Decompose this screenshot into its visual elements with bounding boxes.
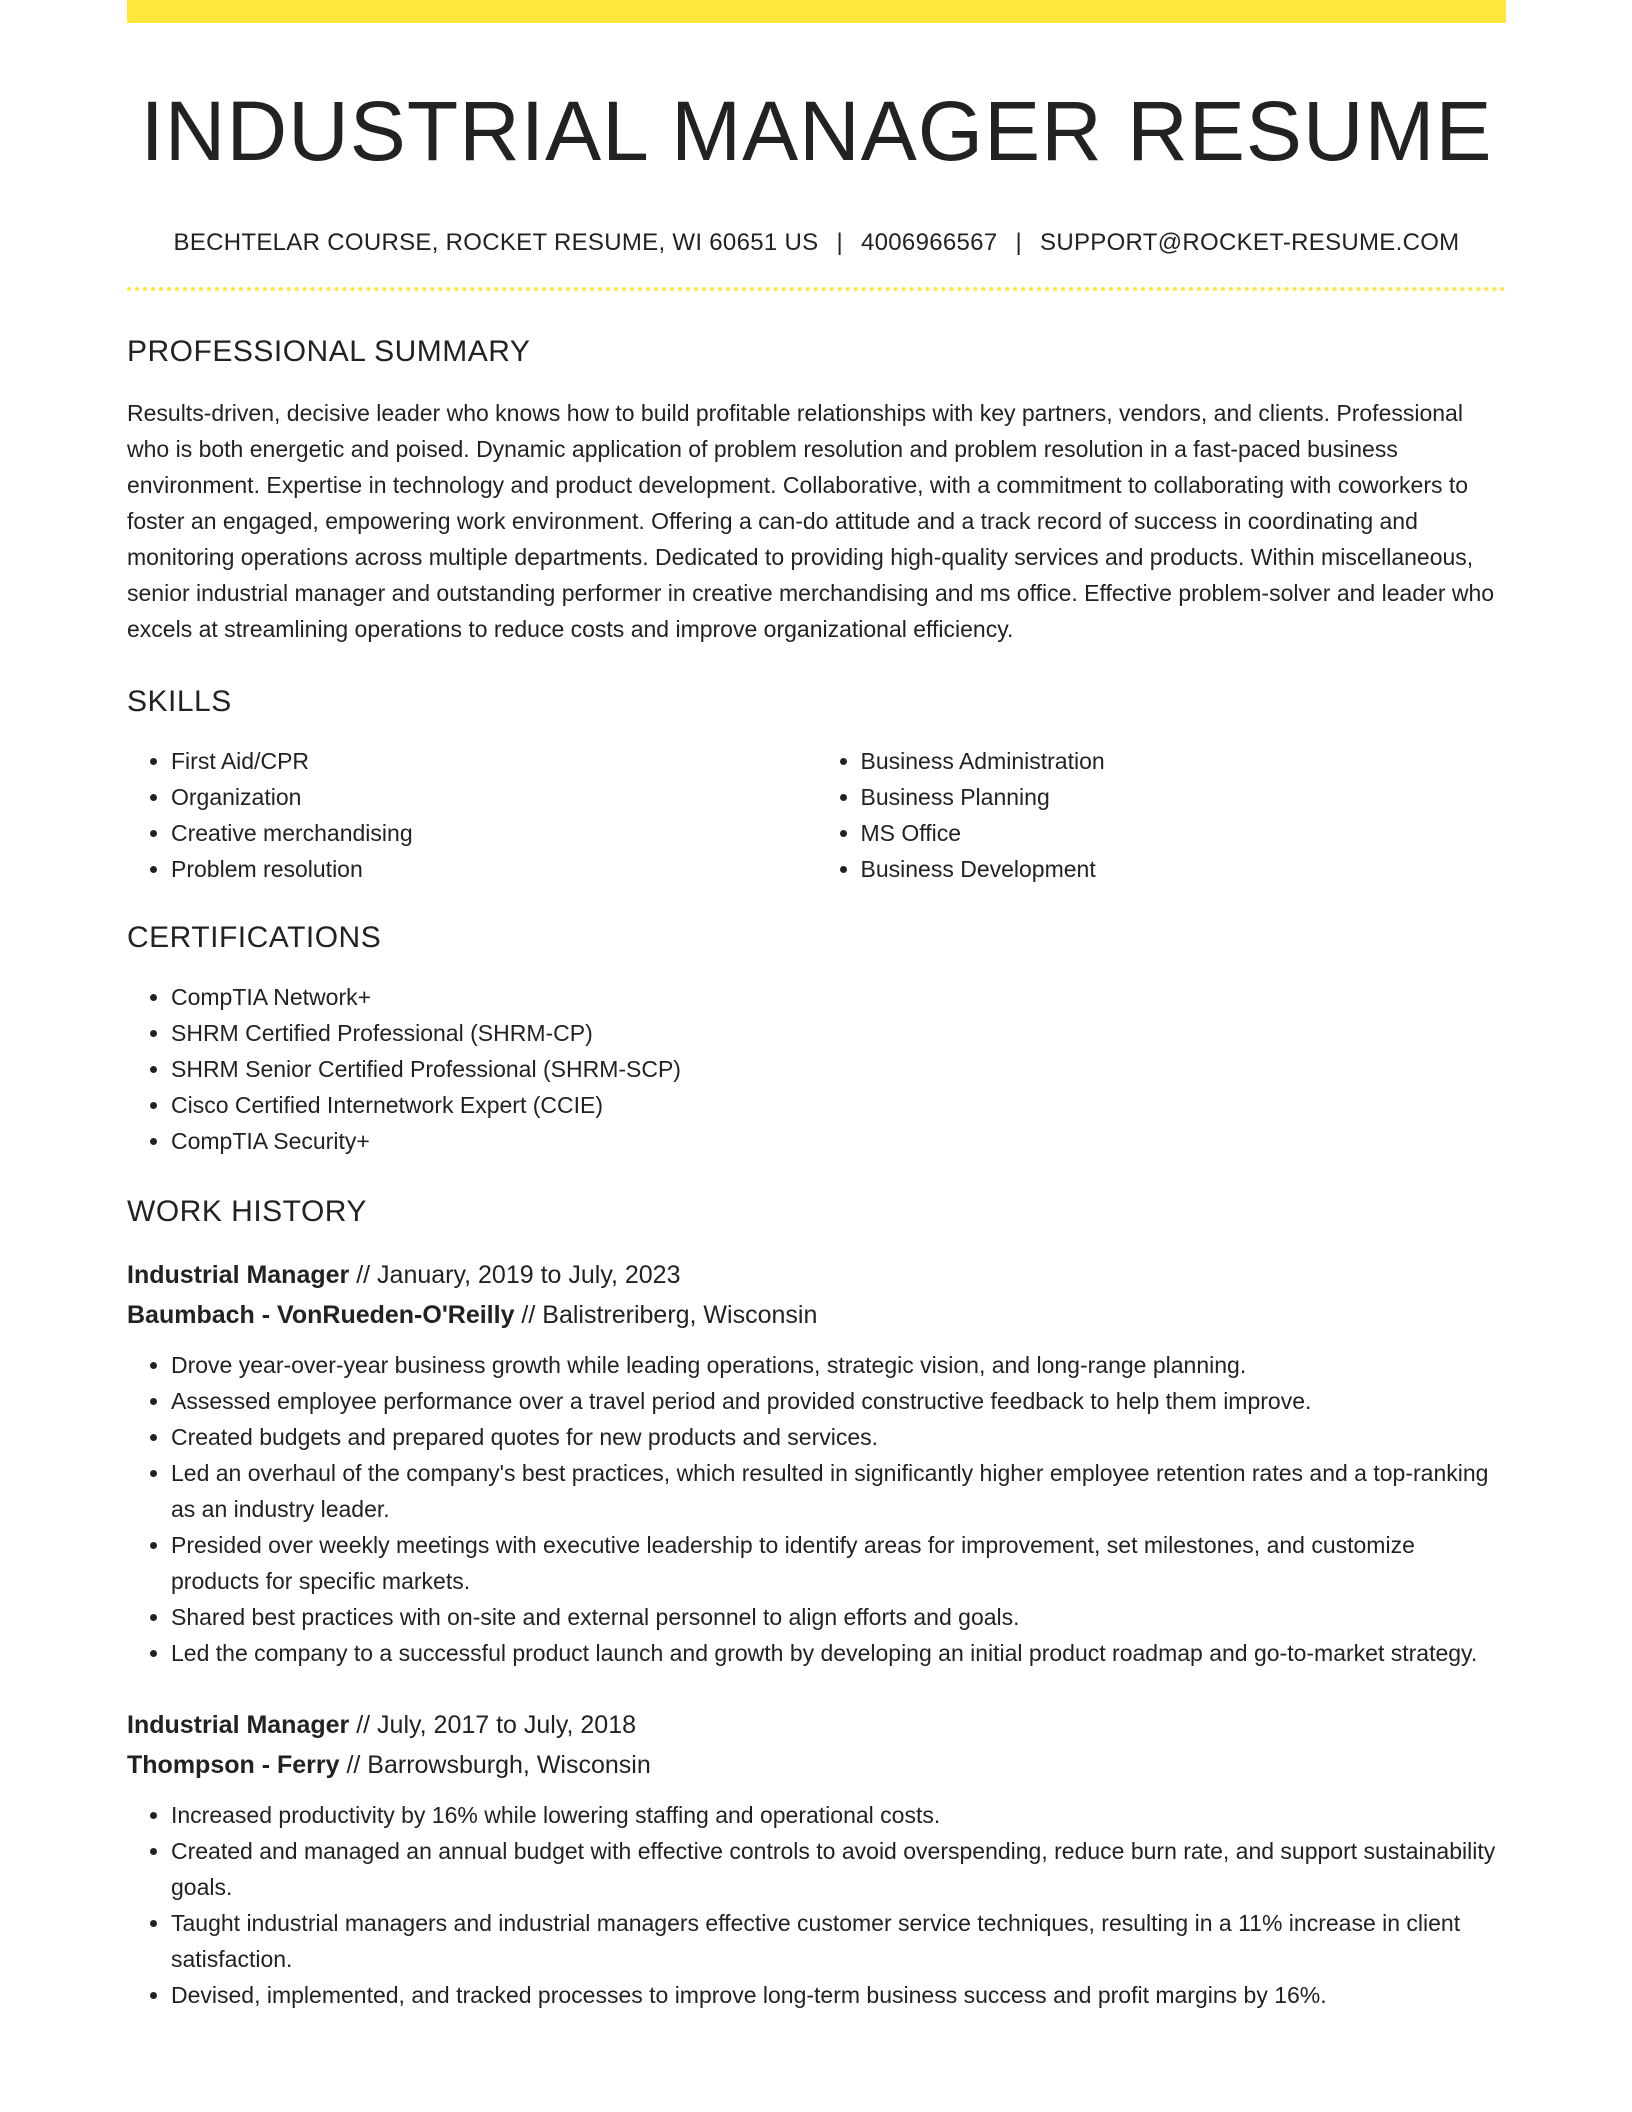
job-dates: // July, 2017 to July, 2018 <box>349 1711 637 1740</box>
skills-column-right <box>817 743 1507 887</box>
job-bullet: • Created and managed an annual budget with effective controls to avoid overspending, reduce burn rate, and support sustainability goals. <box>171 1833 1506 1905</box>
skill-item: • Business Planning <box>861 779 1507 815</box>
contact-separator: | <box>836 229 843 257</box>
contact-email: SUPPORT@ROCKET-RESUME.COM <box>1040 229 1460 257</box>
certifications-list <box>127 979 1506 1159</box>
accent-top-bar <box>127 0 1506 23</box>
job-company: Baumbach - VonRueden-O'Reilly <box>127 1301 515 1330</box>
job-bullets <box>127 1347 1506 1671</box>
contact-line <box>127 229 1506 257</box>
job-dates: // January, 2019 to July, 2023 <box>349 1261 681 1290</box>
job-bullet: • Led the company to a successful product launch and growth by developing an initial product roadmap and go-to-market strategy. <box>171 1635 1506 1671</box>
contact-phone: 4006966567 <box>860 229 998 257</box>
job-role-line <box>127 1255 1506 1295</box>
job-company: Thompson - Ferry <box>127 1751 340 1780</box>
skill-item: • Problem resolution <box>171 851 817 887</box>
job-bullets <box>127 1797 1506 2013</box>
summary-heading: PROFESSIONAL SUMMARY <box>127 335 531 369</box>
resume-title: INDUSTRIAL MANAGER RESUME <box>140 84 1493 178</box>
skill-item: • Organization <box>171 779 817 815</box>
contact-address: BECHTELAR COURSE, ROCKET RESUME, WI 60651 US <box>173 229 819 257</box>
job-bullet: • Drove year-over-year business growth while leading operations, strategic vision, and long-range planning. <box>171 1347 1506 1383</box>
skills-column-left <box>127 743 817 887</box>
skills-heading: SKILLS <box>127 685 232 719</box>
dotted-divider <box>127 287 1506 291</box>
certification-item: • Cisco Certified Internetwork Expert (CCIE) <box>171 1087 1506 1123</box>
summary-text: Results-driven, decisive leader who knows how to build profitable relationships with key partners, vendors, and clients. Professional who is both energetic and poised. Dynamic application of problem resolution and problem resolution in a fast-paced business environment. Expertise in technology and product development. Collaborative, with a commitment to collaborating with coworkers to foster an engaged, empowering work environment. Offering a can-do attitude and a track record of success in coordinating and monitoring operations across multiple departments. Dedicated to providing high-quality services and products. Within miscellaneous, senior industrial manager and outstanding performer in creative merchandising and ms office. Effective problem-solver and leader who excels at streamlining operations to reduce costs and improve organizational efficiency. <box>127 400 1495 643</box>
certification-item: • SHRM Certified Professional (SHRM-CP) <box>171 1015 1506 1051</box>
job-bullet: • Created budgets and prepared quotes for new products and services. <box>171 1419 1506 1455</box>
resume-page <box>127 0 1506 2013</box>
skill-item: • Business Development <box>861 851 1507 887</box>
job-bullet: • Devised, implemented, and tracked processes to improve long-term business success and profit margins by 16%. <box>171 1977 1506 2013</box>
certification-item: • CompTIA Network+ <box>171 979 1506 1015</box>
job-role: Industrial Manager <box>127 1261 350 1290</box>
skill-item: • First Aid/CPR <box>171 743 817 779</box>
job-location: // Barrowsburgh, Wisconsin <box>339 1751 651 1780</box>
job-bullet: • Presided over weekly meetings with executive leadership to identify areas for improvement, set milestones, and customize products for specific markets. <box>171 1527 1506 1599</box>
job-bullet: • Shared best practices with on-site and external personnel to align efforts and goals. <box>171 1599 1506 1635</box>
certification-item: • SHRM Senior Certified Professional (SHRM-SCP) <box>171 1051 1506 1087</box>
job-location: // Balistreriberg, Wisconsin <box>514 1301 818 1330</box>
certification-item: • CompTIA Security+ <box>171 1123 1506 1159</box>
job-bullet: • Assessed employee performance over a travel period and provided constructive feedback to help them improve. <box>171 1383 1506 1419</box>
job-company-line <box>127 1295 1506 1335</box>
certifications-heading: CERTIFICATIONS <box>127 921 382 955</box>
job-company-line <box>127 1745 1506 1785</box>
skill-item: • MS Office <box>861 815 1507 851</box>
skills-list <box>127 743 1506 887</box>
job-bullet: • Led an overhaul of the company's best practices, which resulted in significantly higher employee retention rates and a top-ranking as an industry leader. <box>171 1455 1506 1527</box>
contact-separator: | <box>1015 229 1023 257</box>
job-role-line <box>127 1705 1506 1745</box>
job-bullet: • Taught industrial managers and industrial managers effective customer service techniques, resulting in a 11% increase in client satisfaction. <box>171 1905 1506 1977</box>
work-history-heading: WORK HISTORY <box>127 1195 367 1229</box>
skill-item: • Business Administration <box>861 743 1507 779</box>
job-entry <box>127 1255 1506 1671</box>
skill-item: • Creative merchandising <box>171 815 817 851</box>
job-role: Industrial Manager <box>127 1711 350 1740</box>
job-entry <box>127 1705 1506 2013</box>
job-bullet: • Increased productivity by 16% while lowering staffing and operational costs. <box>171 1797 1506 1833</box>
